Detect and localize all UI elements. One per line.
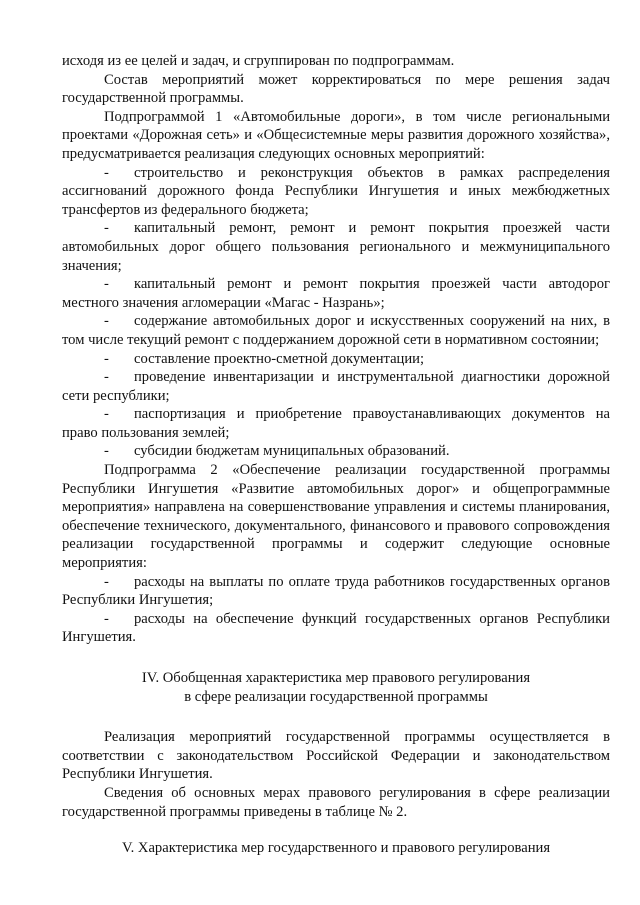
list-item [62,164,610,220]
list-item [62,312,610,349]
list-dash: - [104,350,109,367]
list-item [62,573,610,610]
list-dash: - [104,164,109,181]
list-dash: - [104,313,109,330]
list-item [62,405,610,442]
list-dash: - [104,406,109,423]
spacer [62,647,610,665]
spacer [62,706,610,724]
list-dash: - [104,220,109,237]
list-item [62,610,610,647]
paragraph: Подпрограмма 2 «Обеспечение реализации государственной программы Республики Ингушетия «Развитие автомобильных дорог» и общепрограммные мероприятия» направлена на совершенствование управления и системы планирования, обеспечение технического, документального, финансового и правового сопровождения реализации государственной программы и содержит следующие основные мероприятия: [62,462,610,572]
list-item-text: капитальный ремонт и ремонт покрытия проезжей части автодорог местного значения агломерации «Магас - Назрань»; [62,276,610,311]
section-heading: V. Характеристика мер государственного и правового регулирования [121,840,551,857]
section-heading: в сфере реализации государственной программы [184,688,488,705]
list-item [62,350,610,369]
paragraph: Подпрограммой 1 «Автомобильные дороги», в том числе региональными проектами «Дорожная сеть» и «Общесистемные меры развития дорожного хозяйства», предусматривается реализация следующих основных мероприятий: [62,108,610,162]
spacer [62,821,610,839]
list-item [62,219,610,275]
paragraph: исходя из ее целей и задач, и сгруппирован по подпрограммам. [62,53,455,69]
list-item-text: субсидии бюджетам муниципальных образований. [134,443,450,460]
list-item [62,368,610,405]
paragraph: Реализация мероприятий государственной программы осуществляется в соответствии с законодательством Российской Федерации и законодательством Республики Ингушетия. [62,729,610,783]
list-item-text: содержание автомобильных дорог и искусственных сооружений на них, в том числе текущий ремонт с поддержанием дорожной сети в нормативном состоянии; [62,313,610,348]
list-dash: - [104,276,109,293]
list-item-text: расходы на выплаты по оплате труда работников государственных органов Республики Ингушетия; [62,573,610,609]
list-item-text: капитальный ремонт, ремонт и ремонт покрытия проезжей части автомобильных дорог общего пользования регионального и межмуниципального значения; [62,220,610,274]
section-heading: IV. Обобщенная характеристика мер правового регулирования [141,670,531,686]
list-item-text: строительство и реконструкция объектов в рамках распределения ассигнований дорожного фонда Республики Ингушетия и иных межбюджетных трансфертов из федерального бюджета; [62,164,610,218]
document-page [62,52,610,858]
list-dash: - [104,369,109,386]
list-item-text: расходы на обеспечение функций государственных органов Республики Ингушетия. [62,610,610,646]
list-item [62,442,610,461]
list-item-text: составление проектно-сметной документации; [134,350,425,367]
list-dash: - [104,443,109,460]
paragraph: Состав мероприятий может корректироваться по мере решения задач государственной программы. [62,71,610,107]
list-item [62,275,610,312]
paragraph: Сведения об основных мерах правового регулирования в сфере реализации государственной программы приведены в таблице № 2. [62,784,610,820]
list-item-text: паспортизация и приобретение правоустанавливающих документов на право пользования землей; [62,406,610,441]
list-dash: - [104,573,109,590]
list-dash: - [104,610,109,627]
list-item-text: проведение инвентаризации и инструментальной диагностики дорожной сети республики; [62,369,610,404]
